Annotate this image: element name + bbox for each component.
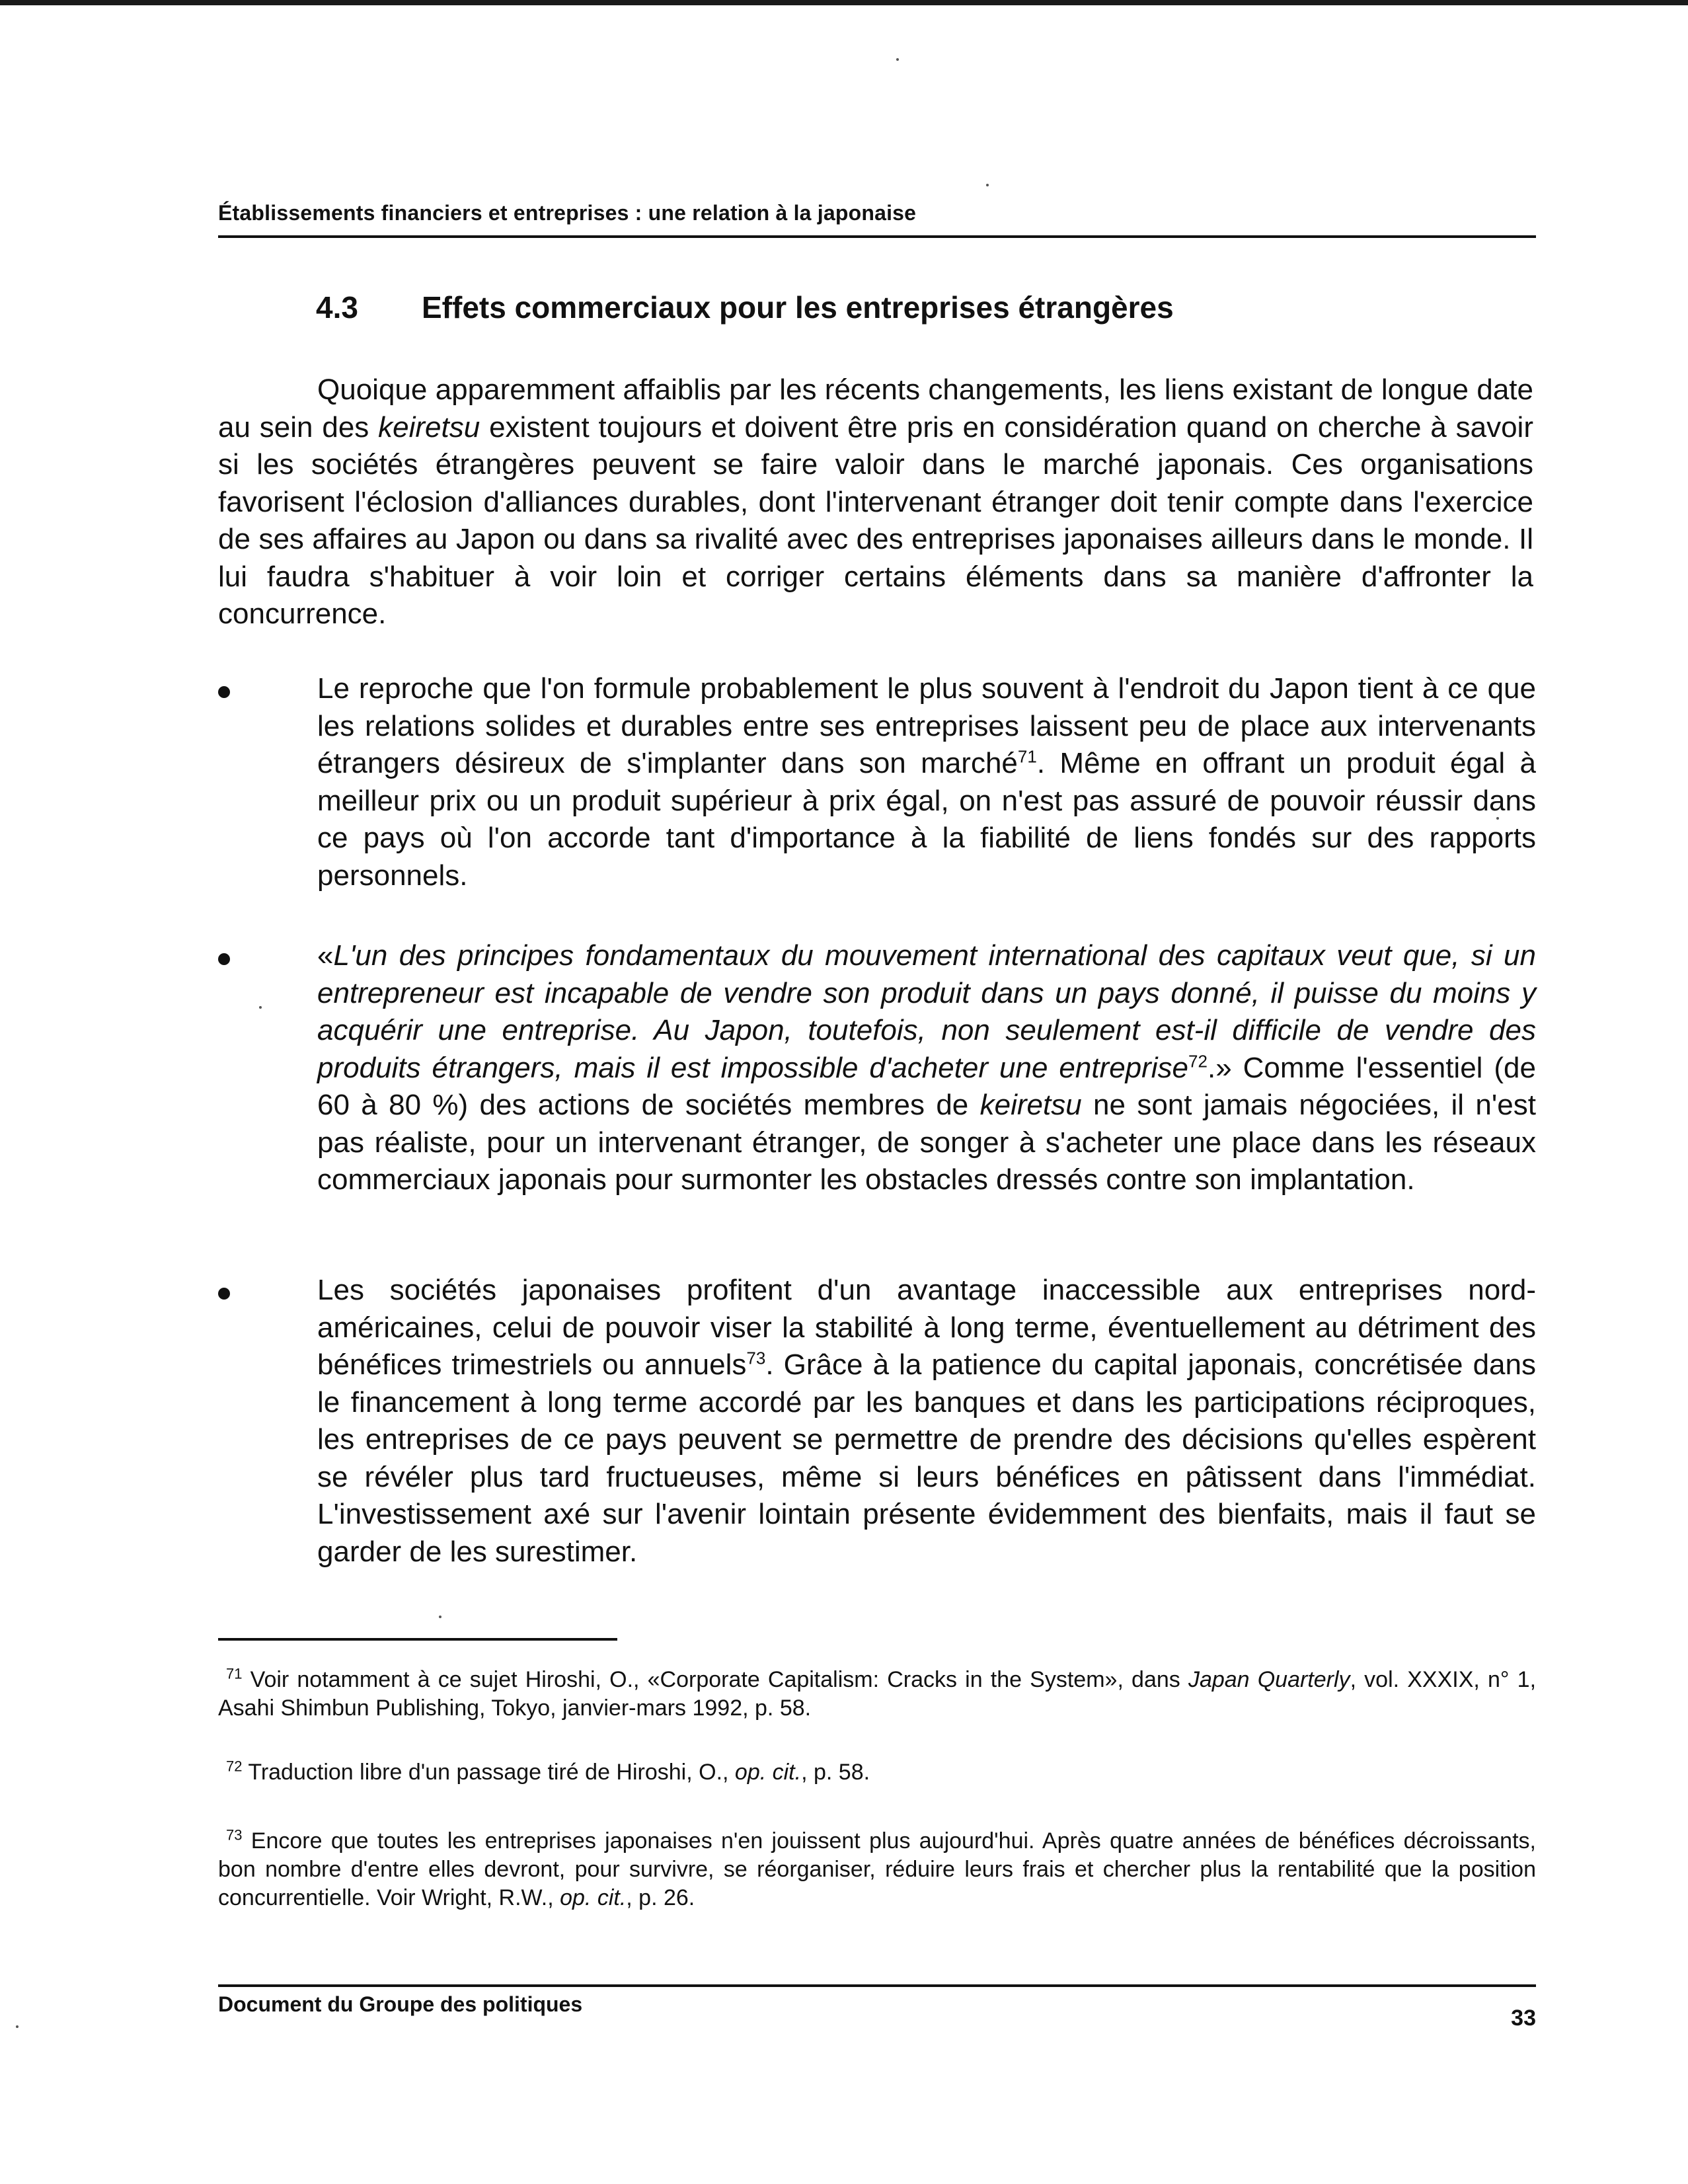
bullet-3-text-b: . Grâce à la patience du capital japonais, concrétisée dans le financement à long terme accordé par les banques et dans les participations réciproques, les entreprises de ce pays peuvent se permettre de prendre des décisions qu'elles espèrent se révéler plus tard fructueuses, même si leurs bénéfices en pâtissent dans l'immédiat. L'investissement axé sur l'avenir lointain présente évidemment des bienfaits, mais il faut se garder de les surestimer. (317, 1348, 1537, 1568)
footnote-73-opcit: op. cit. (560, 1885, 627, 1910)
footer-rule (218, 1984, 1536, 1987)
bullet-icon (218, 686, 230, 698)
section-heading (316, 290, 1174, 325)
intro-text-1: Quoique apparemment affaiblis par les récents changements, les liens existant de longue date au sein des (218, 373, 1533, 444)
section-title: Effets commerciaux pour les entreprises étrangères (422, 290, 1174, 325)
footnote-number: 73 (226, 1826, 243, 1844)
footnote-71 (218, 1666, 1536, 1723)
footnote-72 (218, 1758, 1536, 1787)
footnote-separator (218, 1638, 617, 1641)
footnote-72-text-b: , p. 58. (801, 1760, 870, 1785)
bullet-text-3 (317, 1272, 1536, 1571)
bullet-2-quote: L'un des principes fondamentaux du mouvement international des capitaux veut que, si un entrepreneur est incapable de vendre son produit dans un pays donné, il puisse du moins y acquérir une entreprise. Au Japon, toutefois, non seulement est-il difficile de vendre des produits étrangers, mais il est impossible d'acheter une entreprise (317, 939, 1536, 1084)
scan-speck (16, 2025, 19, 2028)
running-header: Établissements financiers et entreprises : une relation à la japonaise (218, 201, 917, 225)
bullet-icon (218, 953, 230, 965)
top-border-rule (0, 0, 1688, 5)
scan-speck (1496, 817, 1499, 820)
intro-text-2: existent toujours et doivent être pris en considération quand on cherche à savoir si les sociétés étrangères peuvent se faire valoir dans le marché japonais. Ces organisations favorisent l'éclosion d'alliances durables, dont l'intervenant étranger doit tenir compte dans l'exercice de ses affaires au Japon ou dans sa rivalité avec des entreprises japonaises ailleurs dans le monde. Il lui faudra s'habituer à voir loin et corriger certains éléments dans sa manière d'affronter la concurrence. (218, 410, 1533, 630)
scan-speck (986, 184, 989, 186)
footnote-73 (218, 1827, 1536, 1912)
footnote-71-text-b: , vol. XXXIX, n° 1, Asahi Shimbun Publishing, Tokyo, janvier-mars 1992, p. 58. (218, 1667, 1537, 1721)
bullet-2-keiretsu: keiretsu (979, 1089, 1082, 1121)
footnote-72-opcit: op. cit. (734, 1760, 802, 1785)
header-rule (218, 235, 1536, 238)
footnote-number: 72 (226, 1758, 243, 1775)
footnote-73-text-a: Encore que toutes les entreprises japonaises n'en jouissent plus aujourd'hui. Après quatre années de bénéfices décroissants, bon nombre d'entre elles devront, pour survivre, se réorganiser, réduire leurs frais et chercher plus la rentabilité que la position concurrentielle. Voir Wright, R.W., (218, 1828, 1536, 1910)
footnote-ref-71: 71 (1017, 746, 1037, 767)
bullet-2-text-a: Comme l'essentiel (de 60 à 80 %) des actions de sociétés membres de (317, 1051, 1537, 1121)
bullet-3-text-a: Les sociétés japonaises profitent d'un avantage inaccessible aux entreprises nord-américaines, celui de pouvoir viser la stabilité à long terme, éventuellement au détriment des bénéfices trimestriels ou annuels (317, 1274, 1536, 1381)
footer-document-title: Document du Groupe des politiques (218, 1992, 583, 2016)
bullet-1-text-b: . Même en offrant un produit égal à meilleur prix ou un produit supérieur à prix égal, on n'est pas assuré de pouvoir réussir dans ce pays où l'on accorde tant d'importance à la fiabilité de liens fondés sur des rapports personnels. (317, 747, 1537, 892)
scan-speck (896, 58, 899, 61)
intro-keiretsu: keiretsu (378, 410, 480, 444)
quote-open: « (317, 939, 334, 972)
bullet-text-2 (317, 937, 1536, 1199)
footnote-71-text-a: Voir notamment à ce sujet Hiroshi, O., «Corporate Capitalism: Cracks in the System», dans (242, 1667, 1188, 1692)
quote-close: .» (1207, 1051, 1232, 1084)
scan-speck (259, 1006, 262, 1009)
bullet-icon (218, 1288, 230, 1300)
footnote-number: 71 (226, 1665, 243, 1682)
bullet-text-1 (317, 670, 1536, 894)
footnote-71-title: Japan Quarterly (1188, 1667, 1350, 1692)
footnote-73-text-b: , p. 26. (626, 1885, 695, 1910)
footnote-ref-73: 73 (746, 1348, 766, 1368)
scan-speck (439, 1616, 441, 1618)
footnote-ref-72: 72 (1188, 1050, 1208, 1071)
bullet-1-text-a: Le reproche que l'on formule probablement le plus souvent à l'endroit du Japon tient à ce que les relations solides et durables entre ses entreprises laissent peu de place aux intervenants étrangers désireux de s'implanter dans son marché (317, 672, 1536, 779)
footnote-72-text-a: Traduction libre d'un passage tiré de Hiroshi, O., (242, 1760, 735, 1785)
section-number: 4.3 (316, 290, 358, 325)
bullet-2-text-b: ne sont jamais négociées, il n'est pas réaliste, pour un intervenant étranger, de songer à s'acheter une place dans les réseaux commerciaux japonais pour surmonter les obstacles dressés contre son implantation. (317, 1089, 1536, 1196)
page-number: 33 (1511, 2006, 1536, 2031)
intro-paragraph (218, 371, 1533, 633)
